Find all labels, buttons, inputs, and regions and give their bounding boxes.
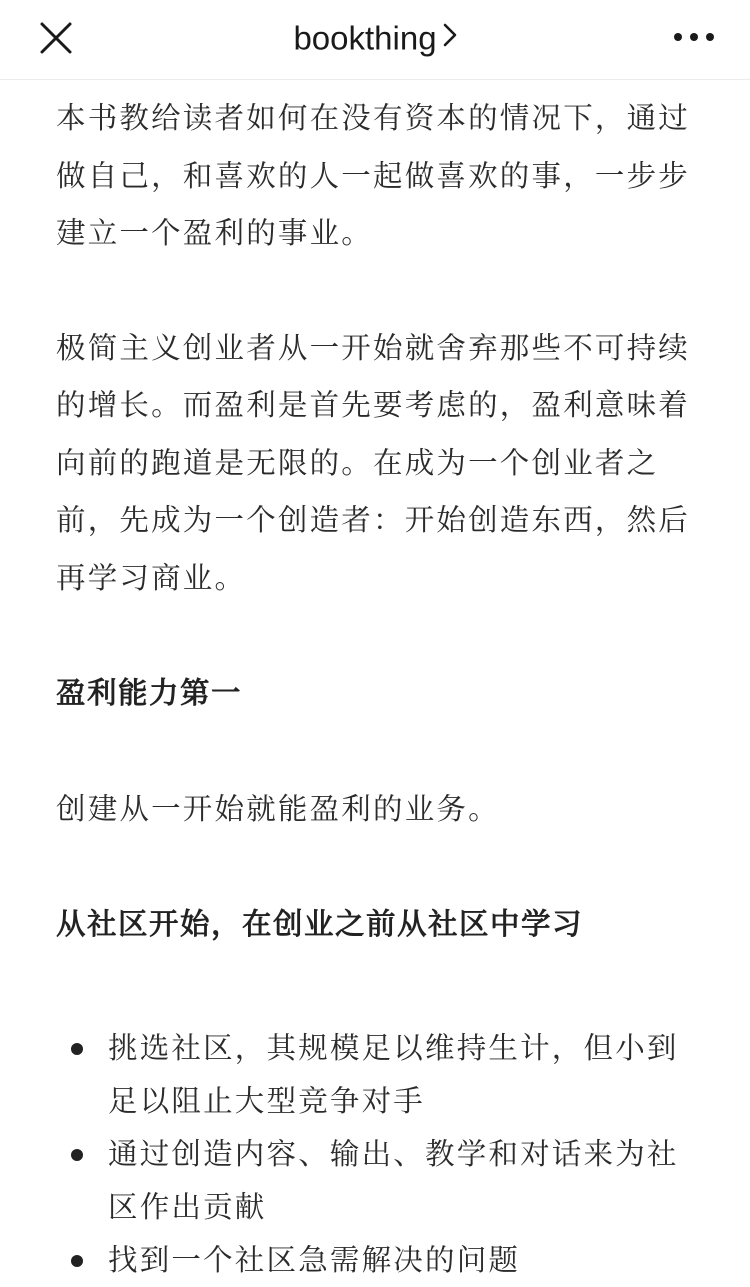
section-heading: 盈利能力第一 (56, 676, 243, 710)
bullet-dot-icon (71, 1149, 83, 1161)
article-body (56, 90, 696, 1287)
list-item-text: 找到一个社区急需解决的问题 (108, 1242, 521, 1277)
bullet-list (56, 1022, 696, 1287)
list-item (56, 1234, 696, 1287)
article-paragraph: 极简主义创业者从一开始就舍弃那些不可持续的增长。而盈利是首先要考虑的，盈利意味着向前的跑道是无限的。在成为一个创业者之前，先成为一个创造者：开始创造东西，然后再学习商业。 (56, 330, 691, 595)
more-horizontal-icon (672, 20, 716, 54)
account-title-link[interactable] (0, 14, 750, 60)
article-paragraph: 创建从一开始就能盈利的业务。 (56, 791, 500, 826)
chevron-right-icon (443, 14, 457, 58)
section-heading: 从社区开始，在创业之前从社区中学习 (56, 907, 584, 941)
list-item-text: 通过创造内容、输出、教学和对话来为社区作出贡献 (108, 1136, 679, 1224)
article-paragraph: 本书教给读者如何在没有资本的情况下，通过做自己，和喜欢的人一起做喜欢的事，一步步建立一个盈利的事业。 (56, 101, 691, 250)
list-item-text: 挑选社区，其规模足以维持生计，但小到足以阻止大型竞争对手 (108, 1030, 679, 1118)
bullet-dot-icon (71, 1043, 83, 1055)
navigation-bar (0, 0, 750, 80)
more-options-button[interactable] (672, 20, 716, 54)
list-item (56, 1128, 696, 1234)
page-title: bookthing (293, 19, 437, 57)
bullet-dot-icon (71, 1255, 83, 1267)
list-item (56, 1022, 696, 1128)
